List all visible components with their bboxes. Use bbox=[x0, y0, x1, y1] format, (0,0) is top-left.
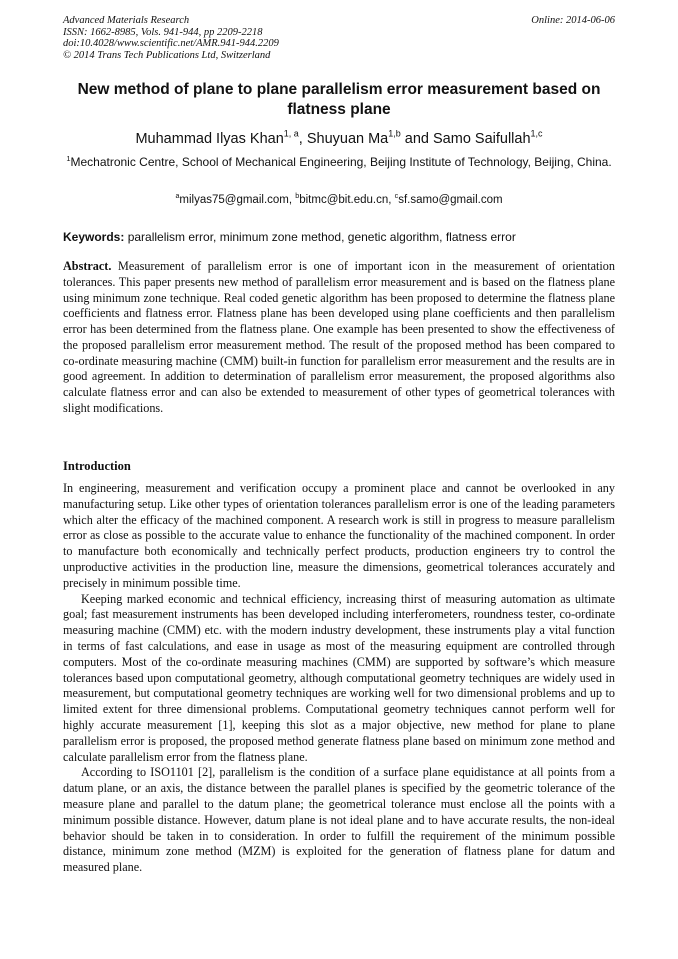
author-name: Samo Saifullah bbox=[433, 131, 531, 147]
journal-name: Advanced Materials Research bbox=[63, 15, 190, 26]
paragraph: According to ISO1101 [2], parallelism is the condition of a surface plane equidistance at all points from a datum plane, or an axis, the distance between the parallel planes is specified by the geometric tolerance of the measure plane and parallel to the datum plane; the geometrical tolerance must enclose all the points with a minimum possible distance. However, datum plane is not ideal plane and to have accurate results, the non-ideal behavior should be taken in to consideration. In order to fulfill the requirement of the minimum possible distance, minimum zone method (MZM) is exploited for the generation of flatness plane for datum and measured plane. bbox=[63, 765, 615, 875]
email-mark: a bbox=[175, 192, 180, 201]
author-name: Muhammad Ilyas Khan bbox=[135, 131, 284, 147]
author-separator: and bbox=[400, 131, 433, 147]
journal-doi: doi:10.4028/www.scientific.net/AMR.941-944.2209 bbox=[63, 38, 279, 49]
email-mark: b bbox=[295, 192, 300, 201]
email-separator: , bbox=[288, 194, 296, 206]
keywords bbox=[63, 230, 615, 245]
author-name: Shuyuan Ma bbox=[306, 131, 389, 147]
paragraph: Keeping marked economic and technical efficiency, increasing thirst of measuring automation as ultimate goal; fast measurement instruments has been developed including interferometers, roundness tester, co-ordinate measuring machine (CMM) etc. with the modern industry development, these instruments play a vital function in terms of fast calculations, and ease in usage as most of the measuring equipment are controlled through computers. Most of the co-ordinate measuring machines (CMM) are supported by software’s which measure tolerances based upon computational geometry, although computational geometry techniques are widely used in measurement, but computational geometry techniques are working well for two dimensional problems and up to limited extent for three dimensional problems. Computational geometry techniques cannot perform well for highly accurate measurement [1], keeping this slot as a major objective, new method for plane to plane parallelism error is proposed, the proposed method generate flatness plane based on minimum zone method and calculate parallelism error from the flatness plane. bbox=[63, 591, 615, 764]
author-affiliation-mark: 1, a bbox=[283, 128, 299, 139]
section-heading-introduction: Introduction bbox=[63, 459, 131, 473]
affiliation-text: Mechatronic Centre, School of Mechanical Engineering, Beijing Institute of Technology, Beijing, China. bbox=[70, 155, 612, 169]
author-affiliation-mark: 1,c bbox=[530, 128, 543, 139]
paragraph: In engineering, measurement and verification occupy a prominent place and cannot be overlooked in any manufacturing setup. Like other types of orientation tolerances parallelism error is one of the leading parameters which alter the efficacy of the machined component. A research work is still in progress to measure parallelism error as close as possible to the accurate value to enhance the functionality of the machined component. In order to manufacture both economically and technically perfect products, production engineers try to control the unproductive activities in the production line, measure the dimensions, geometrical tolerances accurately and precisely in minimum possible time. bbox=[63, 481, 615, 590]
introduction-body bbox=[63, 481, 615, 876]
journal-header bbox=[63, 15, 279, 61]
abstract-label: Abstract. bbox=[63, 259, 112, 273]
affiliation-mark: 1 bbox=[66, 153, 71, 163]
online-date: Online: 2014-06-06 bbox=[531, 15, 615, 26]
abstract bbox=[63, 259, 615, 417]
email-link[interactable]: sf.samo@gmail.com bbox=[398, 194, 503, 206]
email-mark: c bbox=[394, 192, 399, 201]
paper-title: New method of plane to plane parallelism error measurement based on flatness plane bbox=[77, 81, 601, 118]
email-link[interactable]: bitmc@bit.edu.cn bbox=[299, 194, 389, 206]
author-affiliation-mark: 1,b bbox=[388, 128, 401, 139]
abstract-text: Measurement of parallelism error is one of important icon in the measurement of orientation tolerances. This paper presents new method of parallelism error measurement and is based on the flatness plane using minimum zone technique. Real coded genetic algorithm has been proposed to determine the flatness plane coefficients and flatness error. Flatness plane has been developed using plane coefficients and then parallelism error has been determined from the flatness plane. One example has been presented to show the effectiveness of the proposed parallelism error measurement method. The result of the proposed method has been compared to co-ordinate measuring machine (CMM) built-in function for parallelism error measurement and the results are in good agreement. In addition to determination of parallelism error measurement, the proposed algorithms also calculate flatness error and can also be extended to measurement of other types of geometrical tolerances with slight modifications. bbox=[63, 259, 615, 415]
email-separator: , bbox=[388, 194, 395, 206]
author-separator: , bbox=[298, 131, 307, 147]
journal-issn: ISSN: 1662-8985, Vols. 941-944, pp 2209-2218 bbox=[63, 26, 263, 38]
keywords-label: Keywords: bbox=[63, 230, 125, 244]
author-list bbox=[63, 130, 615, 148]
email-link[interactable]: milyas75@gmail.com bbox=[179, 194, 289, 206]
keywords-text: parallelism error, minimum zone method, genetic algorithm, flatness error bbox=[124, 230, 516, 244]
author-emails bbox=[63, 193, 615, 208]
journal-copyright: © 2014 Trans Tech Publications Ltd, Switzerland bbox=[63, 49, 271, 61]
affiliation bbox=[63, 154, 615, 170]
